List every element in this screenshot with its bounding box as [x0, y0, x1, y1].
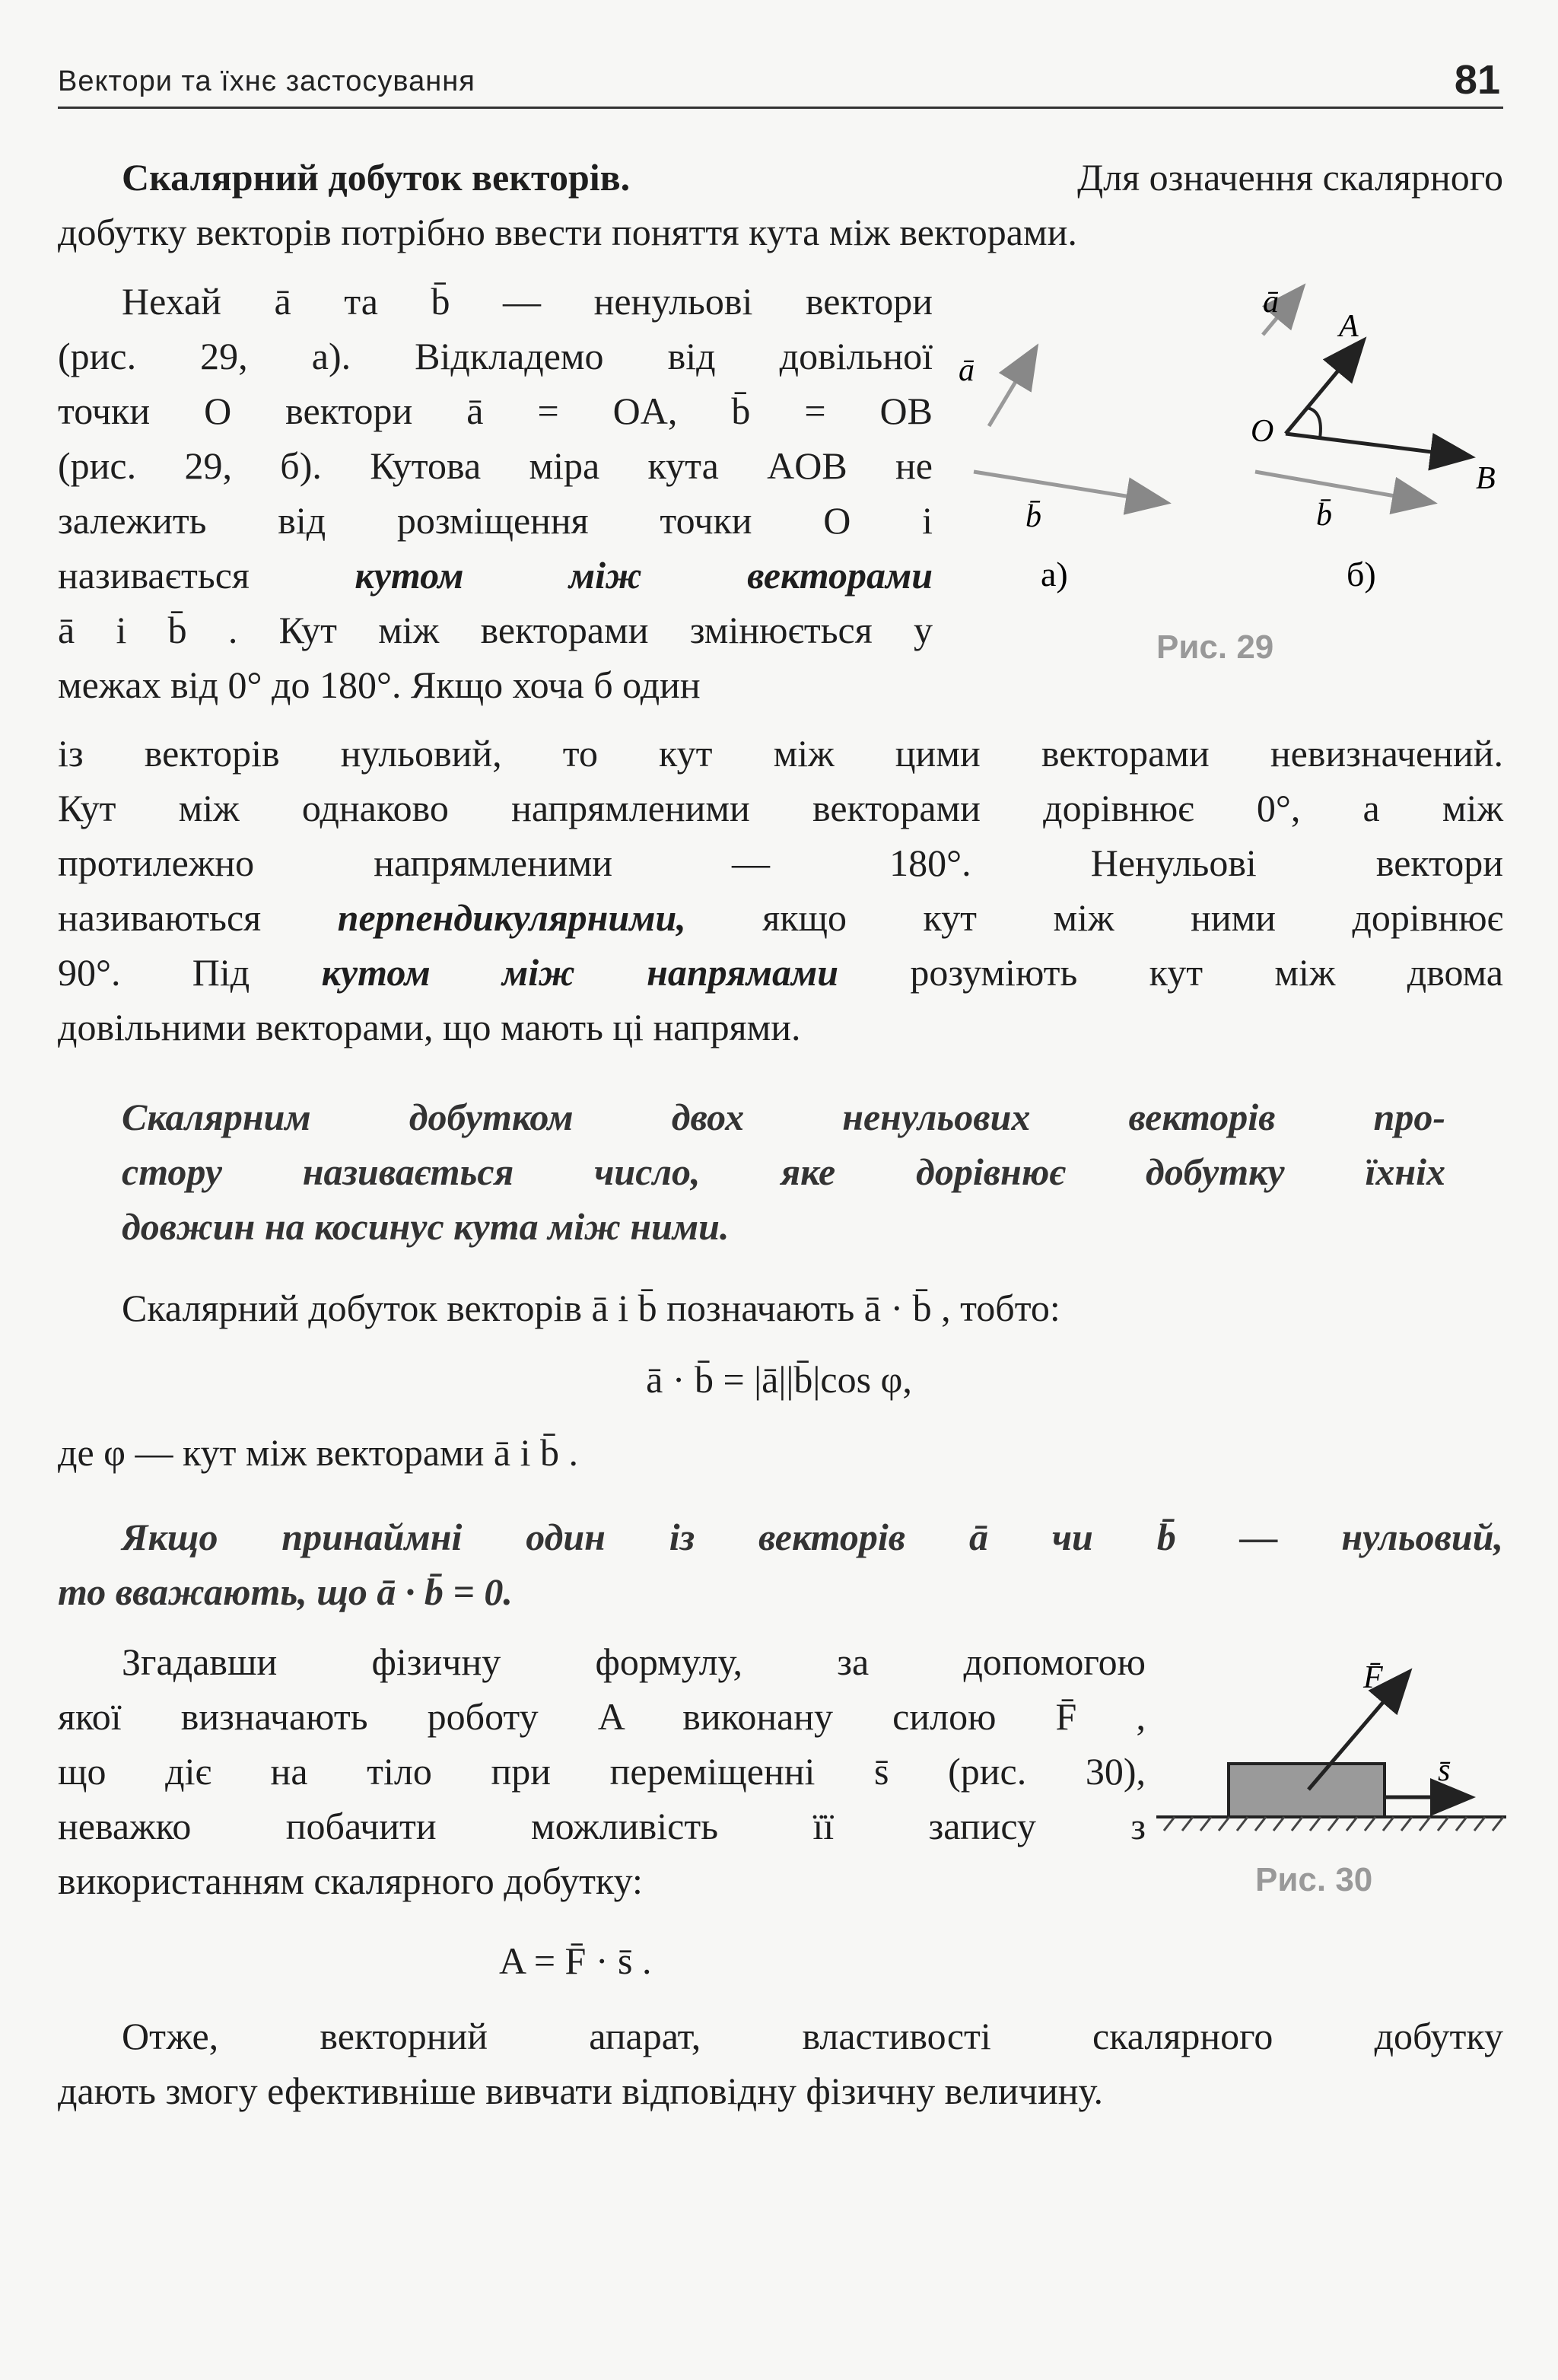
fig29b-label-B: B: [1476, 461, 1496, 496]
intro-line-1: [122, 155, 1503, 199]
term-perpendicular: перпендикулярними,: [337, 896, 686, 939]
figure-30-caption: Рис. 30: [1255, 1861, 1373, 1898]
lc-line-5: залежить від розміщення точки O і: [58, 499, 933, 542]
def-line-2: стору називається число, яке дорівнює добутку їхніх: [122, 1150, 1445, 1193]
fig30-body-block: [1229, 1764, 1385, 1817]
zero-rule-line-1: Якщо принаймні один із векторів ā чи b̄ — нульовий,: [122, 1516, 1503, 1558]
fig29a-vector-b: [974, 472, 1164, 502]
figure-29: [943, 282, 1521, 677]
definition-block: [122, 1090, 1445, 1254]
cont-line-4-c: якщо кут між ними дорівнює: [685, 896, 1504, 939]
dot-product-formula: ā · b̄ = |ā||b̄|cos φ,: [646, 1358, 912, 1401]
phys-line-3: що діє на тіло при переміщенні s̄ (рис. 30),: [58, 1750, 1146, 1793]
fig29b-label-A: A: [1339, 309, 1359, 344]
cont-line-5-a: 90°. Під: [58, 951, 322, 994]
fig29b-label-b: b̄: [1316, 498, 1332, 533]
fig29b-angle-arc: [1307, 408, 1321, 438]
physics-paragraph: [58, 1634, 1146, 1908]
continuation-paragraph: [58, 726, 1503, 1055]
cont-line-6: довільними векторами, що мають ці напрями.: [58, 1006, 801, 1048]
fig29b-vector-OB: [1286, 434, 1468, 457]
fig29b-label-O: O: [1251, 414, 1274, 449]
intro-line-2: добутку векторів потрібно ввести поняття кута між векторами.: [58, 211, 1077, 253]
def-line-3: довжин на косинус кута між ними.: [122, 1205, 730, 1248]
fig29b-vector-OA: [1286, 342, 1362, 434]
lc-line-6: [58, 548, 933, 603]
work-formula: A = F̄ · s̄ .: [499, 1939, 652, 1982]
intro-text-1: Для означення скалярного: [1077, 156, 1503, 199]
term-angle-between-directions: кутом між напрямами: [321, 951, 839, 994]
fig29a-vector-a: [989, 350, 1035, 426]
running-header: [58, 57, 1503, 109]
lc-line-6-text: називається: [58, 554, 355, 597]
zero-vector-rule: [58, 1510, 1503, 1619]
lc-line-1: Нехай ā та b̄ — ненульові вектори: [122, 280, 933, 323]
cont-line-4-a: називаються: [58, 896, 338, 939]
page-number: 81: [1454, 57, 1500, 103]
cont-line-2: Кут між однаково напрямленими векторами дорівнює 0°, а між: [58, 787, 1503, 829]
fig29a-sublabel: а): [1041, 555, 1068, 593]
figure-29-caption: Рис. 29: [1156, 628, 1274, 666]
concl-line-2: дають змогу ефективніше вивчати відповідну фізичну величину.: [58, 2070, 1103, 2112]
conclusion-paragraph: [58, 2009, 1503, 2118]
lc-line-8: межах від 0° до 180°. Якщо хоча б один: [58, 663, 701, 706]
fig29b-label-a: ā: [1263, 285, 1279, 320]
phys-line-4: неважко побачити можливість її запису з: [58, 1805, 1146, 1847]
fig30-ground-hatching: [1164, 1817, 1503, 1831]
cont-line-5-c: розуміють кут між двома: [838, 951, 1503, 994]
fig30-label-F: F̄: [1363, 1660, 1383, 1695]
left-column-paragraph: [58, 274, 933, 712]
cont-line-3: протилежно напрямленими — 180°. Ненульові вектори: [58, 842, 1503, 884]
fig29a-label-a: ā: [959, 353, 975, 388]
phys-line-5: використанням скалярного добутку:: [58, 1860, 643, 1902]
term-angle-between-vectors: кутом між векторами: [355, 554, 933, 597]
cont-line-1: із векторів нульовий, то кут між цими векторами невизначений.: [58, 732, 1503, 775]
lc-line-3: точки O вектори ā = OA, b̄ = OB: [58, 390, 933, 432]
notation-where: де φ — кут між векторами ā і b̄ .: [58, 1431, 579, 1474]
lc-line-7: ā і b̄ . Кут між векторами змінюється у: [58, 609, 933, 651]
def-line-1: Скалярним добутком двох ненульових векторів про-: [122, 1096, 1445, 1138]
notation-line: Скалярний добуток векторів ā і b̄ позначають ā · b̄ , тобто:: [122, 1287, 1060, 1329]
figure-30: [1149, 1643, 1514, 1857]
cont-line-4: [58, 890, 1503, 945]
lc-line-4: (рис. 29, б). Кутова міра кута AOB не: [58, 444, 933, 487]
fig29b-vector-b: [1255, 472, 1430, 502]
fig29b-sublabel: б): [1347, 555, 1376, 593]
zero-rule-line-2: то вважають, що ā · b̄ = 0.: [58, 1570, 513, 1613]
concl-line-1: Отже, векторний апарат, властивості скалярного добутку: [122, 2015, 1503, 2057]
cont-line-5: [58, 945, 1503, 1000]
fig29a-label-b: b̄: [1025, 499, 1041, 534]
phys-line-1: Згадавши фізичну формулу, за допомогою: [122, 1640, 1146, 1683]
section-heading: Скалярний добуток векторів.: [122, 156, 631, 199]
fig30-label-s: s̄: [1438, 1753, 1451, 1788]
chapter-title: Вектори та їхнє застосування: [58, 65, 475, 97]
lc-line-2: (рис. 29, а). Відкладемо від довільної: [58, 335, 933, 377]
phys-line-2: якої визначають роботу A виконану силою F̄ ,: [58, 1695, 1146, 1738]
